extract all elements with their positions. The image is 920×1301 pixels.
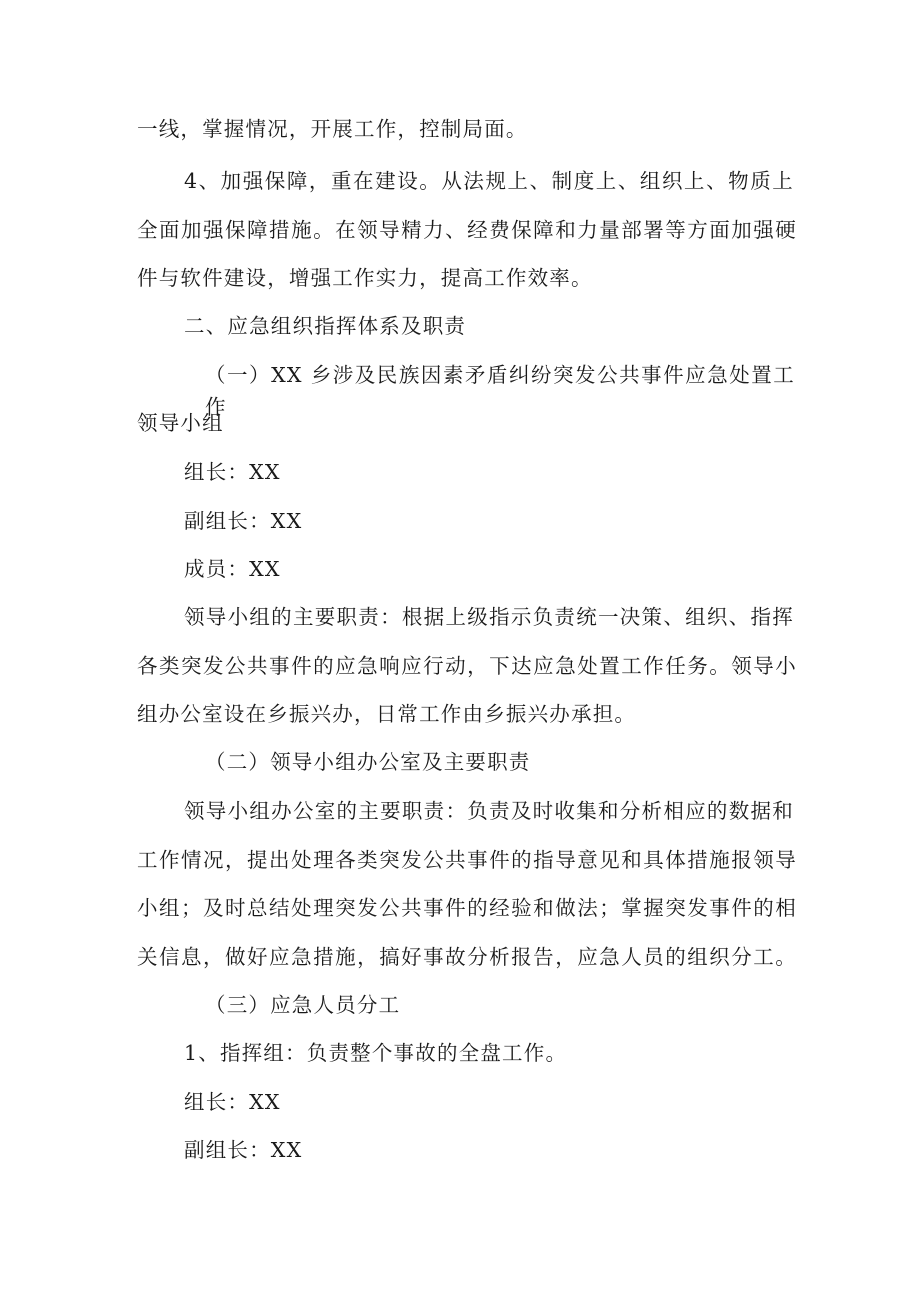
paragraph-line: 工作情况，提出处理各类突发公共事件的指导意见和具体措施报领导 bbox=[137, 848, 797, 872]
member-line: 组长：XX bbox=[184, 460, 281, 484]
paragraph-line: 关信息，做好应急措施，搞好事故分析报告，应急人员的组织分工。 bbox=[137, 945, 797, 969]
paragraph-line: 4、加强保障，重在建设。从法规上、制度上、组织上、物质上 bbox=[184, 169, 794, 193]
paragraph-line: 小组；及时总结处理突发公共事件的经验和做法；掌握突发事件的相 bbox=[137, 896, 797, 920]
paragraph-line: 件与软件建设，增强工作实力，提高工作效率。 bbox=[137, 266, 593, 290]
member-line: 副组长：XX bbox=[184, 509, 303, 533]
subsection-heading: 领导小组 bbox=[137, 411, 224, 435]
paragraph-line: 领导小组办公室的主要职责：负责及时收集和分析相应的数据和 bbox=[184, 799, 794, 823]
section-heading: 二、应急组织指挥体系及职责 bbox=[184, 314, 467, 338]
subsection-heading: （二）领导小组办公室及主要职责 bbox=[205, 750, 531, 774]
member-line: 副组长：XX bbox=[184, 1138, 303, 1162]
paragraph-line: 全面加强保障措施。在领导精力、经费保障和力量部署等方面加强硬 bbox=[137, 218, 797, 242]
paragraph-line: 各类突发公共事件的应急响应行动，下达应急处置工作任务。领导小 bbox=[137, 654, 797, 678]
paragraph-line: 1、指挥组：负责整个事故的全盘工作。 bbox=[184, 1041, 568, 1065]
paragraph-line: 一线，掌握情况，开展工作，控制局面。 bbox=[137, 117, 528, 141]
paragraph-line: 领导小组的主要职责：根据上级指示负责统一决策、组织、指挥 bbox=[184, 605, 794, 629]
subsection-heading: （一）XX 乡涉及民族因素矛盾纠纷突发公共事件应急处置工作 bbox=[205, 363, 795, 419]
subsection-heading: （三）应急人员分工 bbox=[205, 993, 401, 1017]
member-line: 成员：XX bbox=[184, 557, 281, 581]
member-line: 组长：XX bbox=[184, 1090, 281, 1114]
paragraph-line: 组办公室设在乡振兴办，日常工作由乡振兴办承担。 bbox=[137, 702, 637, 726]
